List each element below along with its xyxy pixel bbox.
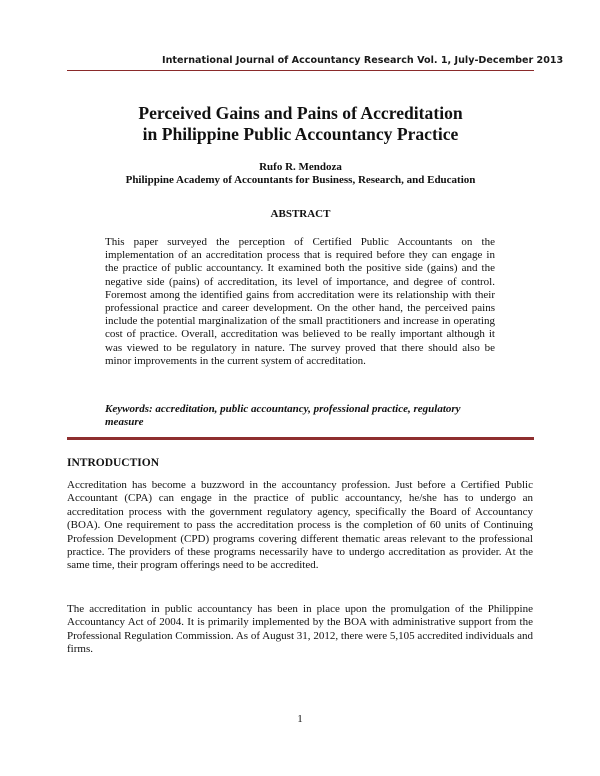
abstract-text: This paper surveyed the perception of Certified Public Accountants on the implementation of an accreditation process that is required before they can engage in the practice of public accountancy. It examined both the positive side (gains) and the negative side (pains) of accreditation, its level of importance, and degree of control. Foremost among the identified gains from accreditation were its relationship with their professional practice and career development. On the other hand, the perceived pains include the potential marginalization of the small practitioners and increase in operating cost of practice. Overall, accreditation was believed to be really important although it was viewed to be regulatory in nature. The survey proved that there should also be minor improvements in the current system of accreditation. xyxy=(105,236,495,367)
author-affiliation: Philippine Academy of Accountants for Business, Research, and Education xyxy=(125,174,476,186)
title-line-2: in Philippine Public Accountancy Practice xyxy=(142,124,459,144)
introduction-paragraph-1: Accreditation has become a buzzword in the accountancy profession. Just before a Certified Public Accountant (CPA) can engage in the practice of public accountancy, he/she has to undergo an accreditation process with the government regulatory agency, specifically the Board of Accountancy (BOA). One requirement to pass the accreditation process is the completion of 60 units of Continuing Profession Development (CPD) programs covering different thematic areas relevant to the professional practice. The providers of these programs necessarily have to undergo accreditation as provider. At the same time, their program offerings need to be accredited. xyxy=(67,479,533,572)
section-divider xyxy=(67,437,534,440)
introduction-heading: INTRODUCTION xyxy=(67,457,160,469)
paper-title xyxy=(67,103,534,145)
title-line-1: Perceived Gains and Pains of Accreditation xyxy=(138,103,463,123)
abstract-heading: ABSTRACT xyxy=(270,208,331,220)
introduction-paragraph-2: The accreditation in public accountancy has been in place upon the promulgation of the Philippine Accountancy Act of 2004. It is primarily implemented by the BOA with administrative support from the Professional Regulation Commission. As of August 31, 2012, there were 5,105 accredited individuals and firms. xyxy=(67,603,533,656)
keywords: Keywords: accreditation, public accountancy, professional practice, regulatory measure xyxy=(105,403,461,428)
page-number: 1 xyxy=(297,713,303,725)
author-name: Rufo R. Mendoza xyxy=(259,161,342,173)
journal-header: International Journal of Accountancy Research Vol. 1, July-December 2013 xyxy=(162,55,564,66)
header-rule xyxy=(67,70,534,71)
